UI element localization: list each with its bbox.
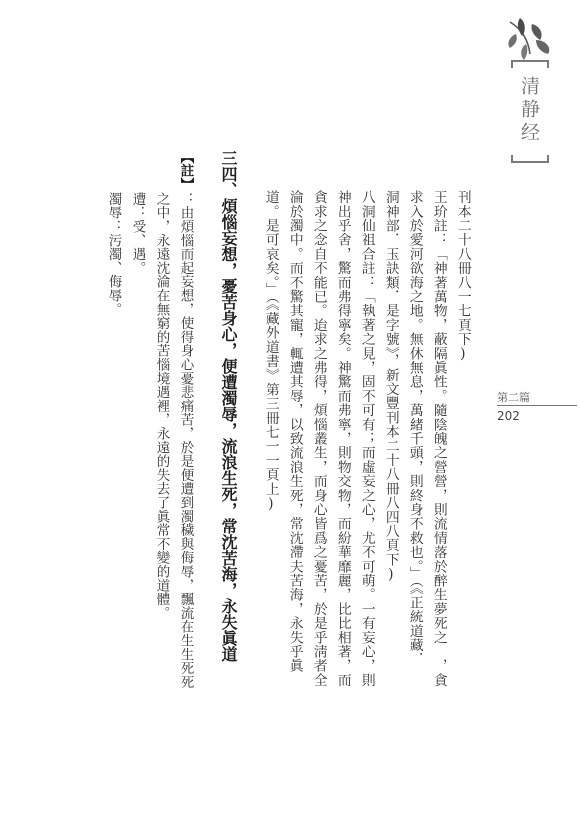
book-logo [496,14,562,164]
logo-title: 清静经 [518,75,540,145]
body-line: 求入於愛河欲海之地。無休無息，萬緒千頭，則終身不救也。」（《正統道藏． [406,190,423,667]
page-number: 202 [497,409,520,423]
body-line: 刊本二十八冊八一七頁下) [454,190,471,363]
body-line: 洞神部．玉訣類．是字號》，新文豐刊本二十八冊八四八頁下) [382,190,399,583]
body-line: 王玠註：「神著萬物，蔽隔眞性。隨陰魄之營營，則流情落於醉生夢死之 ，貪 [430,190,447,687]
logo-bracket-bottom [511,155,549,163]
body-line: 八洞仙祖合註：「執著之見，固不可有；而虛妄之心，尤不可萌。一有妄心，則 [358,190,375,687]
side-divider [497,405,577,406]
note-line: ：由煩惱而起妄想，使得身心憂悲痛苦，於是便遭到濁穢與侮辱，飄流在生生死死 [177,192,194,689]
body-line: 神出乎舍，驚而弗得寧矣。神驚而弗寧，則物交物，而紛華靡麗，比比相著，而 [334,190,351,687]
note-line: 遭：受、遇。 [129,192,146,275]
note-line: 濁辱：污濁、侮辱。 [105,192,122,317]
body-line: 淪於濁中。而不驚其寵，輒遭其辱，以致流浪生死，常沈滯夫苦海，永失乎眞 [286,190,303,673]
note-line: 之中，永遠沈淪在無窮的苦惱境遇裡，永遠的失去了眞常不變的道體。 [153,192,170,620]
chapter-label: 第二篇 [497,391,530,404]
body-line: 貪求之念自不能已。迨求之弗得，煩惱叢生，而身心皆爲之憂苦，於是乎淸者全 [310,190,327,687]
body-line: 道。是可哀矣。」（《藏外道書》第三冊七一一頁上) [262,190,279,513]
section-heading: 三四、煩惱妄想，憂苦身心，便遭濁辱，流浪生死，常沈苦海，永失眞道 [219,150,238,662]
note-tag: 【註】 [177,150,194,192]
